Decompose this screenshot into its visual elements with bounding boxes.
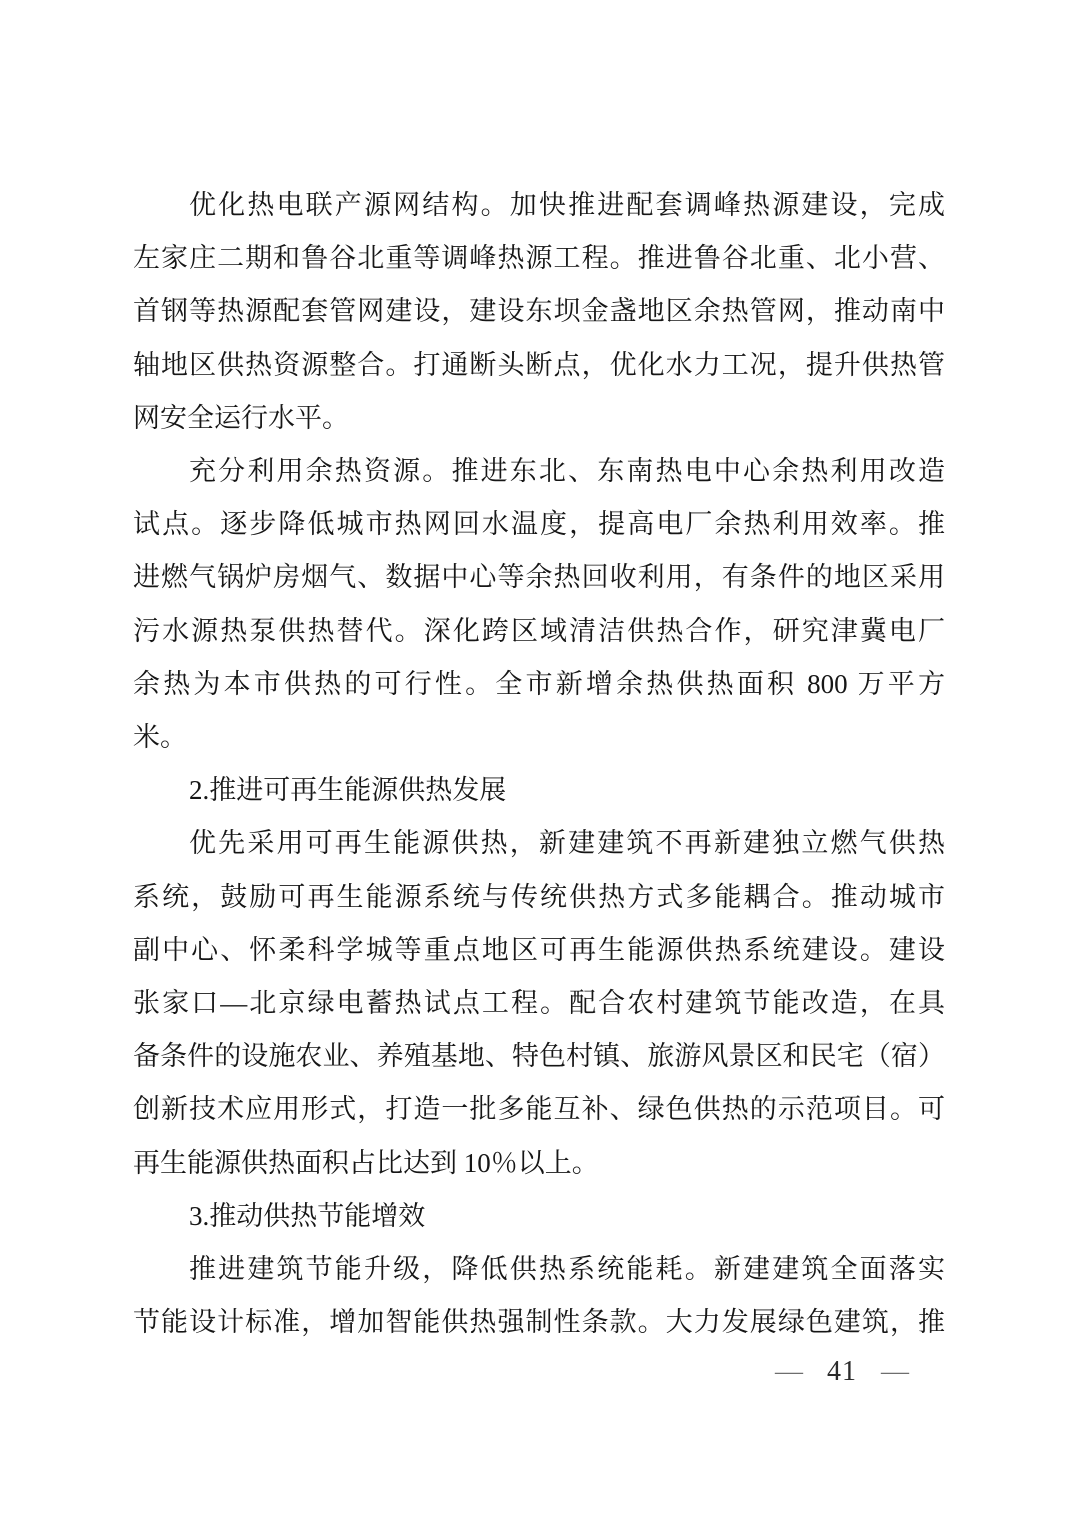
text-line: 污水源热泵供热替代。深化跨区域清洁供热合作，研究津冀电厂 [133,615,945,646]
page-number-dash-right: — [881,1358,909,1385]
page-number-dash-left: — [775,1358,803,1385]
subheading-3: 3.推动供热节能增效 [189,1200,426,1231]
text-line: 充分利用余热资源。推进东北、东南热电中心余热利用改造 [189,456,945,487]
subheading-2: 2.推进可再生能源供热发展 [189,775,507,806]
text-line: 试点。逐步降低城市热网回水温度，提高电厂余热利用效率。推 [133,509,945,540]
text-line: 节能设计标准，增加智能供热强制性条款。大力发展绿色建筑，推 [133,1307,945,1338]
text-line: 进燃气锅炉房烟气、数据中心等余热回收利用，有条件的地区采用 [133,562,945,593]
body-text [133,179,945,1349]
text-line: 余热为本市供热的可行性。全市新增余热供热面积 800 万平方 [133,668,945,699]
text-line: 创新技术应用形式，打造一批多能互补、绿色供热的示范项目。可 [133,1094,945,1125]
text-line: 推进建筑节能升级，降低供热系统能耗。新建建筑全面落实 [189,1254,945,1285]
text-line: 优化热电联产源网结构。加快推进配套调峰热源建设，完成 [189,190,945,220]
text-line: 备条件的设施农业、养殖基地、特色村镇、旅游风景区和民宅（宿） [133,1041,945,1072]
text-line: 左家庄二期和鲁谷北重等调峰热源工程。推进鲁谷北重、北小营、 [133,243,945,274]
text-line: 网安全运行水平。 [133,402,349,433]
text-line: 再生能源供热面积占比达到 10％以上。 [133,1147,599,1178]
text-line: 首钢等热源配套管网建设，建设东坝金盏地区余热管网，推动南中 [133,296,945,327]
text-line: 系统，鼓励可再生能源系统与传统供热方式多能耦合。推动城市 [133,881,945,912]
text-line: 轴地区供热资源整合。打通断头断点，优化水力工况，提升供热管 [133,349,945,380]
text-line: 张家口—北京绿电蓄热试点工程。配合农村建筑节能改造，在具 [133,988,945,1019]
page-number-value: 41 [827,1356,857,1387]
text-line: 优先采用可再生能源供热，新建建筑不再新建独立燃气供热 [189,828,945,859]
text-line: 米。 [133,722,187,753]
text-line: 副中心、怀柔科学城等重点地区可再生能源供热系统建设。建设 [133,934,945,965]
page-number [775,1352,909,1392]
